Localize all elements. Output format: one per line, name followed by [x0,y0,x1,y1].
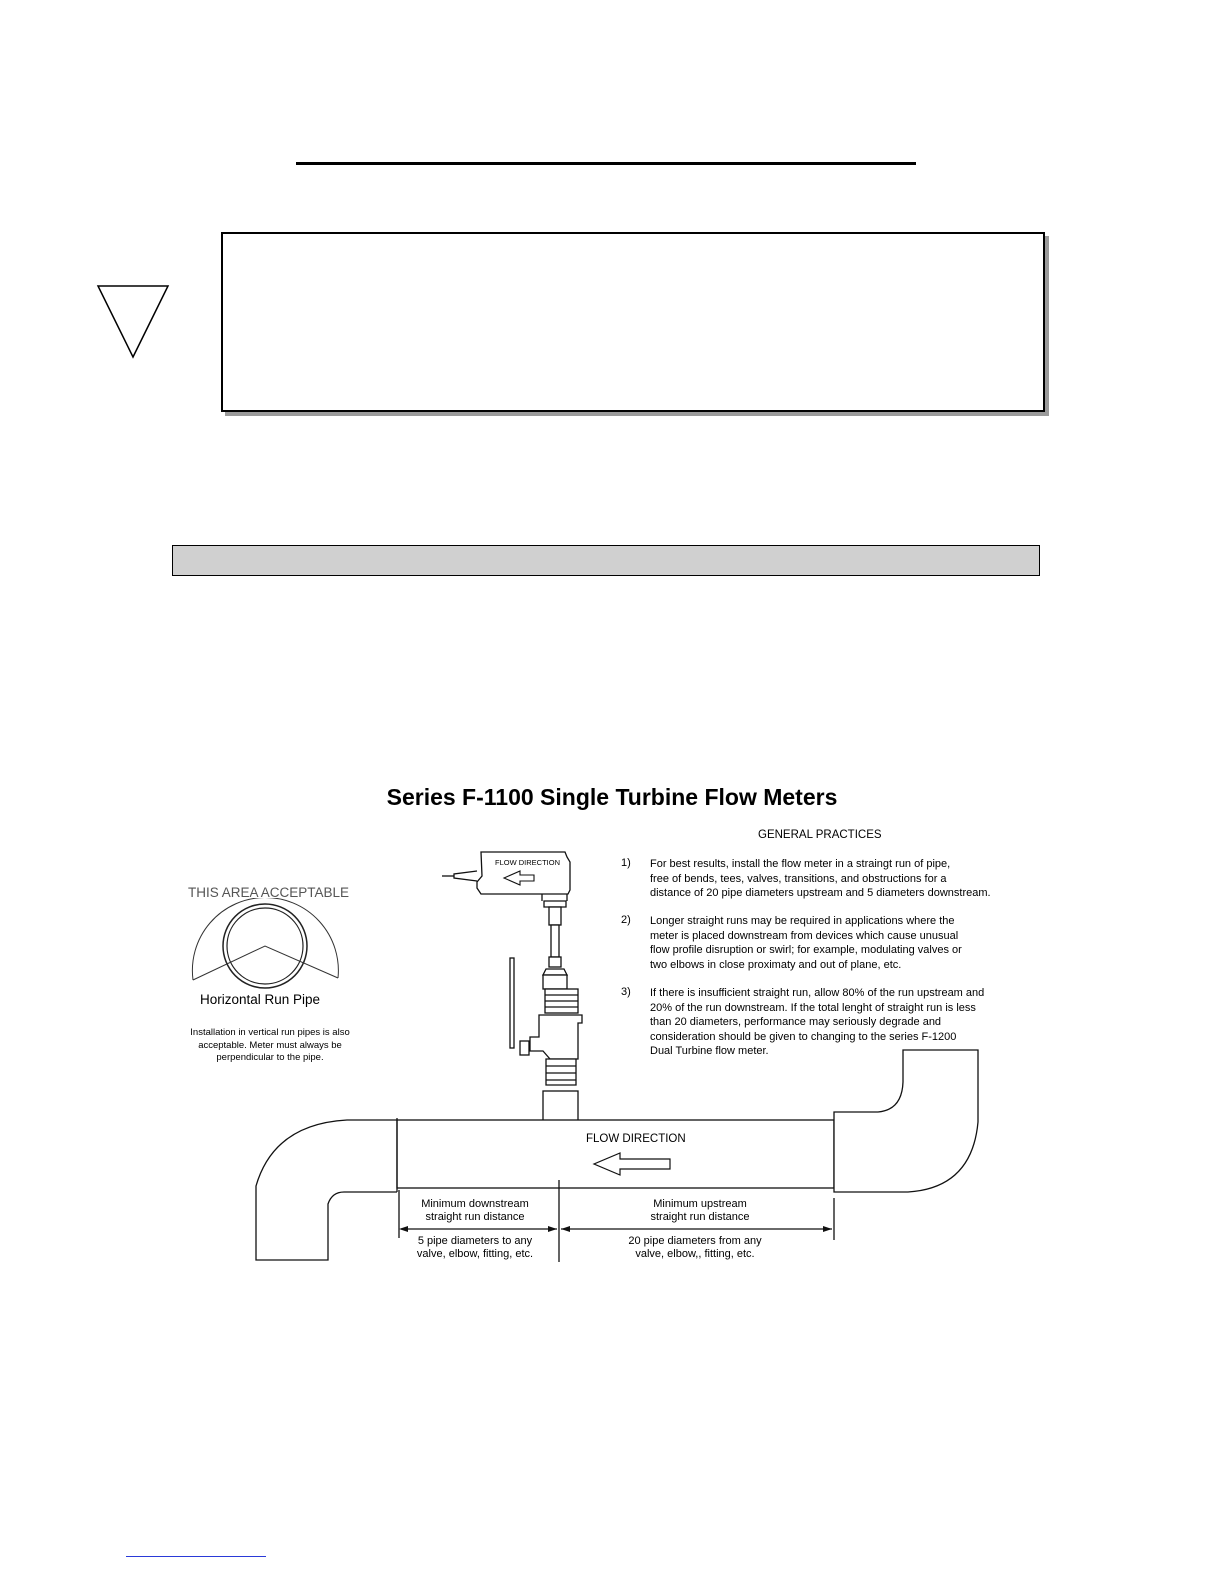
acceptable-area-figure [180,898,350,998]
practice-text: If there is insufficient straight run, allow 80% of the run upstream and 20% of the run downstream. If the total lenght of straight run is less than 20 diameters, performance may seriously degrade and consideration should be given to changing to the series F-1200 Dual Turbine flow meter. [650,987,985,1057]
upstream-value: 20 pipe diameters from any valve, elbow,, fitting, etc. [628,1235,762,1260]
warning-triangle-icon [96,284,170,360]
footer-link-underline [126,1556,266,1557]
upstream-title: Minimum upstream straight run distance [650,1198,750,1223]
diagram-title: Series F-1100 Single Turbine Flow Meters [386,784,838,810]
horizontal-pipe-label: Horizontal Run Pipe [200,992,321,1007]
practice-text: For best results, install the flow meter in a straingt run of pipe, free of bends, tees, valves, transitions, and obstructions for a distance of 20 pipe diameters upstream and 5 diameters downstream. [650,858,991,899]
downstream-title: Minimum downstream straight run distance [421,1198,529,1223]
general-practices-heading: GENERAL PRACTICES [758,829,882,841]
acceptable-area-label: THIS AREA ACCEPTABLE [188,885,350,900]
pipe-flow-label: FLOW DIRECTION [586,1133,686,1145]
downstream-value: 5 pipe diameters to any valve, elbow, fitting, etc. [416,1235,534,1260]
header-rule [296,162,916,165]
practice-number: 1) [621,857,631,869]
vertical-install-note: Installation in vertical run pipes is also acceptable. Meter must always be perpendicular to the pipe. [190,1027,350,1063]
practice-text: Longer straight runs may be required in applications where the meter is placed downstream from devices which cause unusual flow profile disruption or swirl; for example, modulating valves or two elbows in close proximaty and out of plane, etc. [650,915,962,971]
warning-box [221,232,1045,412]
practice-number: 2) [621,914,631,926]
practice-number: 3) [621,986,631,998]
meter-head-label: FLOW DIRECTION [495,858,560,867]
section-bar [172,545,1040,576]
